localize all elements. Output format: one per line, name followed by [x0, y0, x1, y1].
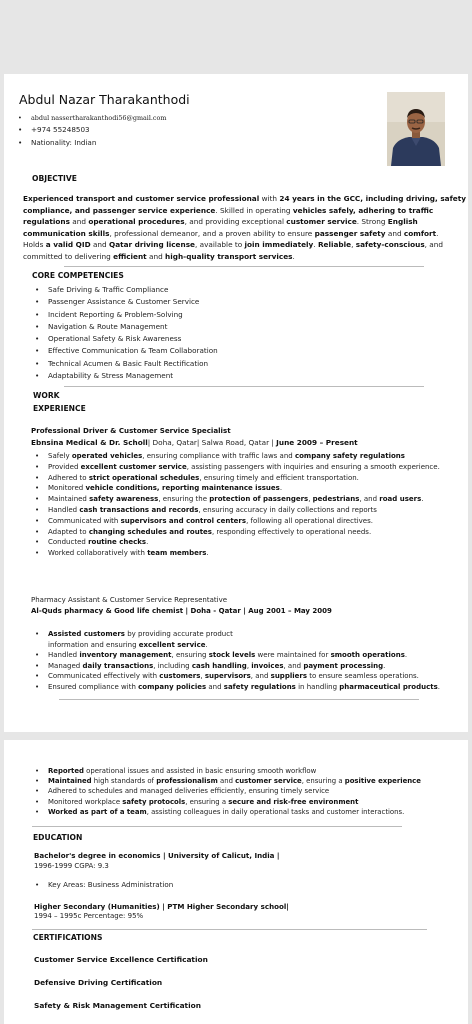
- list-item: • Passenger Assistance & Customer Service: [48, 296, 218, 308]
- bold-text: professionalism: [156, 777, 218, 786]
- list-item: [48, 786, 468, 796]
- bold-text: stock levels: [208, 651, 256, 660]
- certifications-heading: CERTIFICATIONS: [33, 933, 103, 942]
- list-item: [48, 537, 468, 548]
- list-item: [48, 776, 468, 786]
- job1-bullets: [48, 451, 468, 559]
- bold-text: supervisors and control centers: [120, 516, 247, 525]
- text-span: Worked collaboratively with: [48, 549, 148, 558]
- list-item: [48, 494, 468, 505]
- bold-text: suppliers: [270, 672, 307, 681]
- text-span: , and providing exceptional: [184, 217, 287, 227]
- list-item: • Safe Driving & Traffic Compliance: [48, 284, 218, 296]
- text-span: , and: [283, 661, 304, 670]
- text-span: , responding effectively to operational needs.: [211, 527, 372, 536]
- bold-text: company safety regulations: [294, 452, 405, 460]
- degree-2-dates: 1994 – 1995c Percentage: 95%: [34, 912, 144, 920]
- text-line: [23, 228, 463, 240]
- job1-company: [31, 438, 358, 447]
- bold-text: safety regulations: [223, 682, 296, 691]
- list-item: [48, 516, 468, 527]
- bold-text: June 2009 – Present: [276, 438, 358, 447]
- bold-text: Reported: [48, 767, 84, 775]
- list-item: [48, 661, 468, 672]
- certification-item: Safety & Risk Management Certification: [34, 1001, 201, 1010]
- text-span: , following all operational directives.: [246, 516, 373, 525]
- section-divider: [64, 266, 424, 267]
- text-span: Maintained: [48, 495, 90, 504]
- bold-text: road users: [379, 495, 422, 504]
- list-item: • Navigation & Route Management: [48, 321, 218, 333]
- bold-text: invoices: [251, 661, 284, 670]
- bold-text: pharmaceutical products: [339, 682, 438, 691]
- text-span: Holds: [23, 240, 46, 250]
- text-span: and: [90, 240, 109, 250]
- text-line: [23, 239, 463, 251]
- text-span: .: [383, 661, 386, 670]
- degree-1: Bachelor's degree in economics | University of Calicut, India |: [34, 851, 280, 860]
- bold-text: excellent service: [138, 640, 206, 649]
- experience-heading: EXPERIENCE: [33, 404, 86, 413]
- text-span: .: [421, 495, 424, 504]
- profile-photo: [387, 92, 445, 166]
- text-span: Monitored: [48, 484, 86, 493]
- text-span: .: [206, 549, 209, 558]
- list-item: [48, 807, 468, 817]
- resume-page-1: [4, 74, 468, 732]
- text-span: , and: [359, 495, 380, 504]
- list-item: [48, 483, 468, 494]
- list-item: • Effective Communication & Team Collaboration: [48, 345, 218, 357]
- bold-text: Experienced transport and customer service professional: [23, 194, 260, 203]
- text-span: . Strong: [356, 217, 388, 227]
- contact-list: [31, 112, 166, 149]
- bold-text: English: [387, 217, 418, 227]
- bold-text: high-quality transport services: [165, 251, 293, 261]
- text-span: .: [437, 682, 440, 691]
- list-item: [48, 671, 468, 682]
- bold-text: Reliable: [317, 240, 352, 250]
- text-span: .: [292, 251, 295, 261]
- bold-text: communication skills: [23, 228, 110, 238]
- text-span: , ensuring the: [158, 495, 210, 504]
- list-item: • Technical Acumen & Basic Fault Rectification: [48, 358, 218, 370]
- list-item: [48, 505, 468, 516]
- bold-text: regulations: [23, 217, 70, 227]
- section-divider: [64, 386, 424, 387]
- bold-text: changing schedules and routes: [88, 527, 212, 536]
- bold-text: pedestrians: [312, 495, 360, 504]
- bold-text: safety protocols: [122, 797, 186, 806]
- text-span: Safely: [48, 452, 72, 460]
- page2-bullets: [48, 766, 468, 817]
- competencies-list: [48, 284, 218, 382]
- text-span: Provided: [48, 462, 81, 471]
- text-span: high standards of: [91, 777, 157, 786]
- bold-text: team members: [147, 549, 207, 558]
- text-span: and: [206, 682, 224, 691]
- text-span: , and: [250, 672, 271, 681]
- list-item: [48, 451, 468, 462]
- bold-text: cash transactions and records: [79, 505, 199, 514]
- text-span: , professional demeanor, and a proven ability to ensure: [109, 228, 315, 238]
- bold-text: a valid QID: [45, 240, 91, 250]
- text-span: , ensuring timely and efficient transportation.: [199, 473, 359, 482]
- bold-text: vehicle conditions, reporting maintenance issues: [85, 484, 280, 493]
- text-span: Ensured compliance with: [48, 682, 139, 691]
- bold-text: company policies: [138, 682, 207, 691]
- text-span: . Skilled in operating: [215, 205, 293, 215]
- text-span: .: [313, 240, 318, 250]
- bold-text: inventory management: [79, 651, 172, 660]
- person-photo-icon: [387, 92, 445, 166]
- bold-text: safety awareness: [89, 495, 159, 504]
- list-item: [48, 527, 468, 538]
- email-item: • abdul nassertharakanthodi56@gmail.com: [31, 112, 166, 124]
- text-span: Monitored workplace: [48, 797, 123, 806]
- section-divider: [32, 929, 427, 930]
- text-span: , assisting passengers with inquiries and ensuring a smooth experience.: [186, 462, 440, 471]
- text-span: information and ensuring: [48, 640, 139, 649]
- resume-page-2: [4, 740, 468, 1024]
- bold-text: daily transactions: [82, 661, 154, 670]
- list-item: [48, 462, 468, 473]
- text-span: and: [69, 217, 89, 227]
- text-span: to ensure seamless operations.: [307, 672, 419, 681]
- text-span: .: [436, 228, 439, 238]
- list-item: [48, 682, 468, 693]
- certification-item: Defensive Driving Certification: [34, 978, 163, 987]
- bold-text: passenger safety: [314, 228, 386, 238]
- text-span: , ensuring a: [301, 777, 345, 786]
- bold-text: comfort: [403, 228, 437, 238]
- candidate-name: Abdul Nazar Tharakanthodi: [19, 92, 190, 107]
- job2-bullets: [48, 629, 468, 693]
- text-span: Handled: [48, 651, 80, 660]
- bold-text: routine checks: [88, 538, 147, 547]
- text-span: by providing accurate product: [124, 630, 233, 638]
- bold-text: Maintained: [48, 777, 92, 786]
- text-span: Communicated effectively with: [48, 672, 160, 681]
- text-span: , ensuring a: [185, 797, 229, 806]
- bold-text: customer service: [286, 217, 357, 227]
- list-item: • Incident Reporting & Problem-Solving: [48, 309, 218, 321]
- bold-text: strict operational schedules: [88, 473, 200, 482]
- objective-heading: OBJECTIVE: [32, 174, 77, 183]
- bold-text: Worked as part of a team: [48, 807, 147, 816]
- phone-item: • +974 55248503: [31, 124, 166, 136]
- list-item: [48, 473, 468, 484]
- text-span: , and: [424, 240, 444, 250]
- bold-text: protection of passengers: [209, 495, 309, 504]
- text-span: and: [217, 777, 236, 786]
- text-span: .: [205, 640, 208, 649]
- job2-company: Al-Quds pharmacy & Good life chemist | Doha - Qatar | Aug 2001 – May 2009: [31, 607, 332, 615]
- bold-text: positive experience: [344, 777, 421, 786]
- text-span: , assisting colleagues in daily operational tasks and customer interactions.: [146, 807, 405, 816]
- bold-text: cash handling: [191, 661, 247, 670]
- text-span: , ensuring compliance with traffic laws and: [142, 452, 295, 460]
- list-item: • Operational Safety & Risk Awareness: [48, 333, 218, 345]
- bold-text: payment processing: [303, 661, 384, 670]
- text-line: [23, 216, 463, 228]
- bold-text: operated vehicles: [71, 452, 143, 460]
- text-line: [23, 205, 463, 217]
- list-item: [48, 629, 468, 650]
- text-span: committed to delivering: [23, 251, 114, 261]
- text-span: with: [259, 194, 280, 203]
- key-areas-list: [48, 880, 173, 889]
- list-item: [48, 797, 468, 807]
- text-span: , ensuring: [171, 651, 209, 660]
- text-span: Communicated with: [48, 516, 121, 525]
- text-span: and: [385, 228, 404, 238]
- job1-title: Professional Driver & Customer Service Specialist: [31, 426, 231, 435]
- text-span: Adapted to: [48, 527, 89, 536]
- text-span: .: [404, 651, 408, 660]
- text-line: [23, 251, 463, 263]
- bold-text: 24 years in the GCC, including driving, safety: [279, 194, 466, 203]
- degree-1-dates: 1996-1999 CGPA: 9.3: [34, 862, 109, 870]
- bold-text: Qatar driving license: [109, 240, 195, 250]
- text-span: Handled: [48, 505, 80, 514]
- section-divider: [59, 699, 419, 700]
- text-span: were maintained for: [255, 651, 331, 660]
- bold-text: smooth operations: [330, 651, 405, 660]
- objective-text: [23, 193, 466, 263]
- text-span: ,: [246, 661, 252, 670]
- section-divider: [32, 826, 402, 827]
- list-item: • Adaptability & Stress Management: [48, 370, 218, 382]
- list-item: [48, 548, 468, 559]
- bold-text: safety-conscious: [355, 240, 425, 250]
- job2-title: Pharmacy Assistant & Customer Service Representative: [31, 596, 228, 604]
- bold-text: supervisors: [204, 672, 251, 681]
- bold-text: compliance, and passenger service experience: [23, 205, 216, 215]
- text-line: [23, 193, 466, 205]
- text-span: Conducted: [48, 538, 89, 547]
- text-span: in handling: [295, 682, 340, 691]
- text-span: Adhered to: [48, 473, 89, 482]
- bold-text: secure and risk-free environment: [228, 797, 359, 806]
- bold-text: vehicles safely, adhering to traffic: [292, 205, 434, 215]
- text-span: .: [146, 538, 149, 547]
- degree-2: Higher Secondary (Humanities) | PTM Higher Secondary school|: [34, 902, 289, 911]
- nationality-item: • Nationality: Indian: [31, 137, 166, 149]
- text-span: ,: [351, 240, 356, 250]
- bold-text: Assisted customers: [48, 630, 125, 638]
- text-span: , ensuring accuracy in daily collections and reports: [198, 505, 377, 514]
- key-areas-item: • Key Areas: Business Administration: [48, 880, 173, 889]
- text-span: ,: [308, 495, 313, 504]
- competencies-heading: CORE COMPETENCIES: [32, 271, 124, 280]
- bold-text: customer service: [235, 777, 302, 786]
- bold-text: excellent customer service: [80, 462, 187, 471]
- bold-text: Ebnsina Medical & Dr. Scholl: [31, 438, 148, 447]
- text-span: Adhered to schedules and managed deliveries efficiently, ensuring timely service: [48, 787, 330, 796]
- work-heading: WORK: [33, 391, 60, 400]
- list-item: [48, 766, 468, 776]
- text-span: , available to: [194, 240, 245, 250]
- education-heading: EDUCATION: [33, 833, 83, 842]
- text-span: Managed: [48, 661, 83, 670]
- certification-item: Customer Service Excellence Certification: [34, 955, 208, 964]
- bold-text: customers: [159, 672, 201, 681]
- bold-text: efficient: [113, 251, 147, 261]
- text-span: , including: [153, 661, 192, 670]
- list-item: [48, 650, 468, 661]
- bold-text: join immediately: [244, 240, 314, 250]
- bold-text: operational procedures: [88, 217, 185, 227]
- text-span: operational issues and assisted in basic ensuring smooth workflow: [83, 767, 317, 775]
- text-span: ,: [200, 672, 205, 681]
- text-span: and: [146, 251, 166, 261]
- text-span: | Doha, Qatar| Salwa Road, Qatar |: [147, 438, 277, 447]
- text-span: .: [279, 484, 283, 493]
